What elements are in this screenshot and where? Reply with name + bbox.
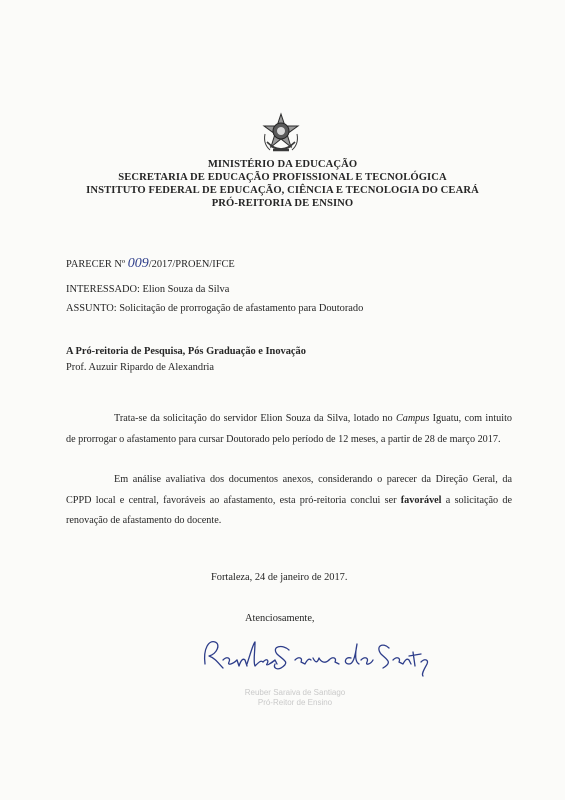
- recipient-office: A Pró-reitoria de Pesquisa, Pós Graduação e Inovação: [66, 346, 306, 357]
- p2-text-b: a solicitação de renovação de afastamento do docente.: [66, 494, 512, 526]
- p2-favoravel: favorável: [400, 494, 442, 506]
- document-header: [0, 158, 565, 210]
- parecer-prefix: PARECER Nº: [66, 259, 128, 270]
- interessado-value: Elion Souza da Silva: [139, 284, 230, 295]
- stamp-role: Pró-Reitor de Ensino: [257, 698, 333, 707]
- p1-text-a: Trata-se da solicitação do servidor Elion Souza da Silva, lotado no: [114, 413, 396, 424]
- body-paragraph-1: [66, 409, 512, 450]
- assunto-label: ASSUNTO:: [66, 303, 117, 314]
- assunto-value: Solicitação de prorrogação de afastamento para Doutorado: [116, 303, 364, 314]
- stamp-name: Reuber Saraiva de Santiago: [244, 688, 346, 697]
- p1-text-b: Iguatu, com intuito de prorrogar o afastamento para cursar Doutorado pelo período de 12 meses, a partir de 28 de março 2017.: [66, 413, 512, 445]
- regards: Atenciosamente,: [245, 613, 315, 624]
- interessado-line: [66, 284, 229, 295]
- p1-campus: Campus: [395, 413, 430, 424]
- body-paragraph-2: [66, 470, 512, 532]
- assunto-line: [66, 303, 363, 314]
- interessado-label: INTERESSADO:: [66, 284, 140, 295]
- brasao-coat-of-arms-icon: [261, 112, 301, 156]
- parecer-suffix: /2017/PROEN/IFCE: [148, 259, 235, 270]
- header-institute: INSTITUTO FEDERAL DE EDUCAÇÃO, CIÊNCIA E TECNOLOGIA DO CEARÁ: [86, 185, 479, 196]
- place-date: Fortaleza, 24 de janeiro de 2017.: [211, 572, 348, 583]
- parecer-line: [66, 256, 235, 272]
- parecer-number: 009: [127, 256, 149, 271]
- p2-text-a: Em análise avaliativa dos documentos anexos, considerando o parecer da Direção Geral, da CPPD local e central, favoráveis ao afastamento, esta pró-reitoria conclui ser: [66, 474, 512, 506]
- handwritten-signature: [195, 630, 435, 680]
- header-secretariat: SECRETARIA DE EDUCAÇÃO PROFISSIONAL E TECNOLÓGICA: [118, 172, 447, 183]
- recipient-name: Prof. Auzuir Ripardo de Alexandria: [66, 362, 215, 373]
- header-ministry: MINISTÉRIO DA EDUCAÇÃO: [207, 159, 358, 170]
- header-pro-rectory: PRÓ-REITORIA DE ENSINO: [211, 198, 354, 209]
